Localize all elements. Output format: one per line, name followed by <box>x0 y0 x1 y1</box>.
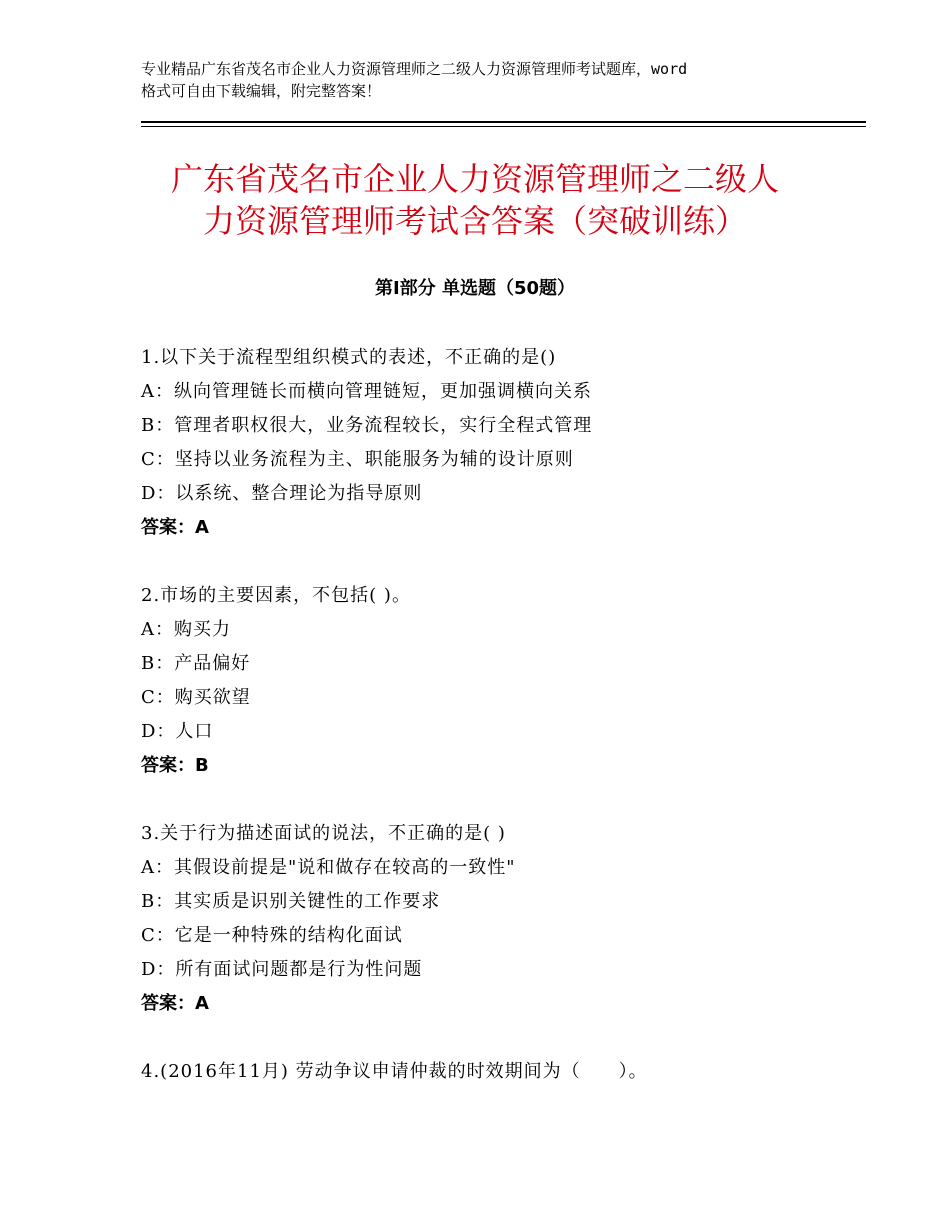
header-note-line-2: 格式可自由下载编辑，附完整答案！ <box>141 82 382 100</box>
question-3 <box>141 817 861 1021</box>
answer: 答案：A <box>141 517 209 538</box>
option-d: D：以系统、整合理论为指导原则 <box>141 483 423 504</box>
option-a: A：其假设前提是"说和做存在较高的一致性" <box>141 857 516 878</box>
option-b: B：管理者职权很大，业务流程较长，实行全程式管理 <box>141 415 593 436</box>
option-a: A：纵向管理链长而横向管理链短，更加强调横向关系 <box>141 381 592 402</box>
option-d: D：人口 <box>141 721 214 742</box>
option-a: A：购买力 <box>141 619 231 640</box>
option-b: B：其实质是识别关键性的工作要求 <box>141 891 441 912</box>
section-heading: 第Ⅰ部分 单选题（50题） <box>374 278 575 299</box>
answer: 答案：B <box>141 755 209 776</box>
header-note-line-1: 专业精品广东省茂名市企业人力资源管理师之二级人力资源管理师考试题库，word <box>141 60 688 78</box>
question-stem: 4.(2016年11月) 劳动争议申请仲裁的时效期间为（ ）。 <box>141 1061 648 1082</box>
option-b: B：产品偏好 <box>141 653 251 674</box>
header-note <box>141 58 841 102</box>
option-d: D：所有面试问题都是行为性问题 <box>141 959 423 980</box>
answer: 答案：A <box>141 993 209 1014</box>
document-title-line-1: 广东省茂名市企业人力资源管理师之二级人 <box>170 160 779 198</box>
question-stem: 2.市场的主要因素，不包括( )。 <box>141 585 411 606</box>
question-stem: 3.关于行为描述面试的说法，不正确的是( ) <box>141 823 506 844</box>
question-1 <box>141 341 861 545</box>
question-list <box>141 341 861 1123</box>
question-stem: 1.以下关于流程型组织模式的表述，不正确的是() <box>141 347 557 368</box>
option-c: C：它是一种特殊的结构化面试 <box>141 925 403 946</box>
option-c: C：坚持以业务流程为主、职能服务为辅的设计原则 <box>141 449 574 470</box>
header-rule-thin <box>141 126 866 127</box>
document-title <box>100 158 850 242</box>
document-title-line-2: 力资源管理师考试含答案（突破训练） <box>202 202 747 240</box>
option-c: C：购买欲望 <box>141 687 251 708</box>
header-rule-thick <box>141 121 866 123</box>
question-4 <box>141 1055 861 1089</box>
question-2 <box>141 579 861 783</box>
